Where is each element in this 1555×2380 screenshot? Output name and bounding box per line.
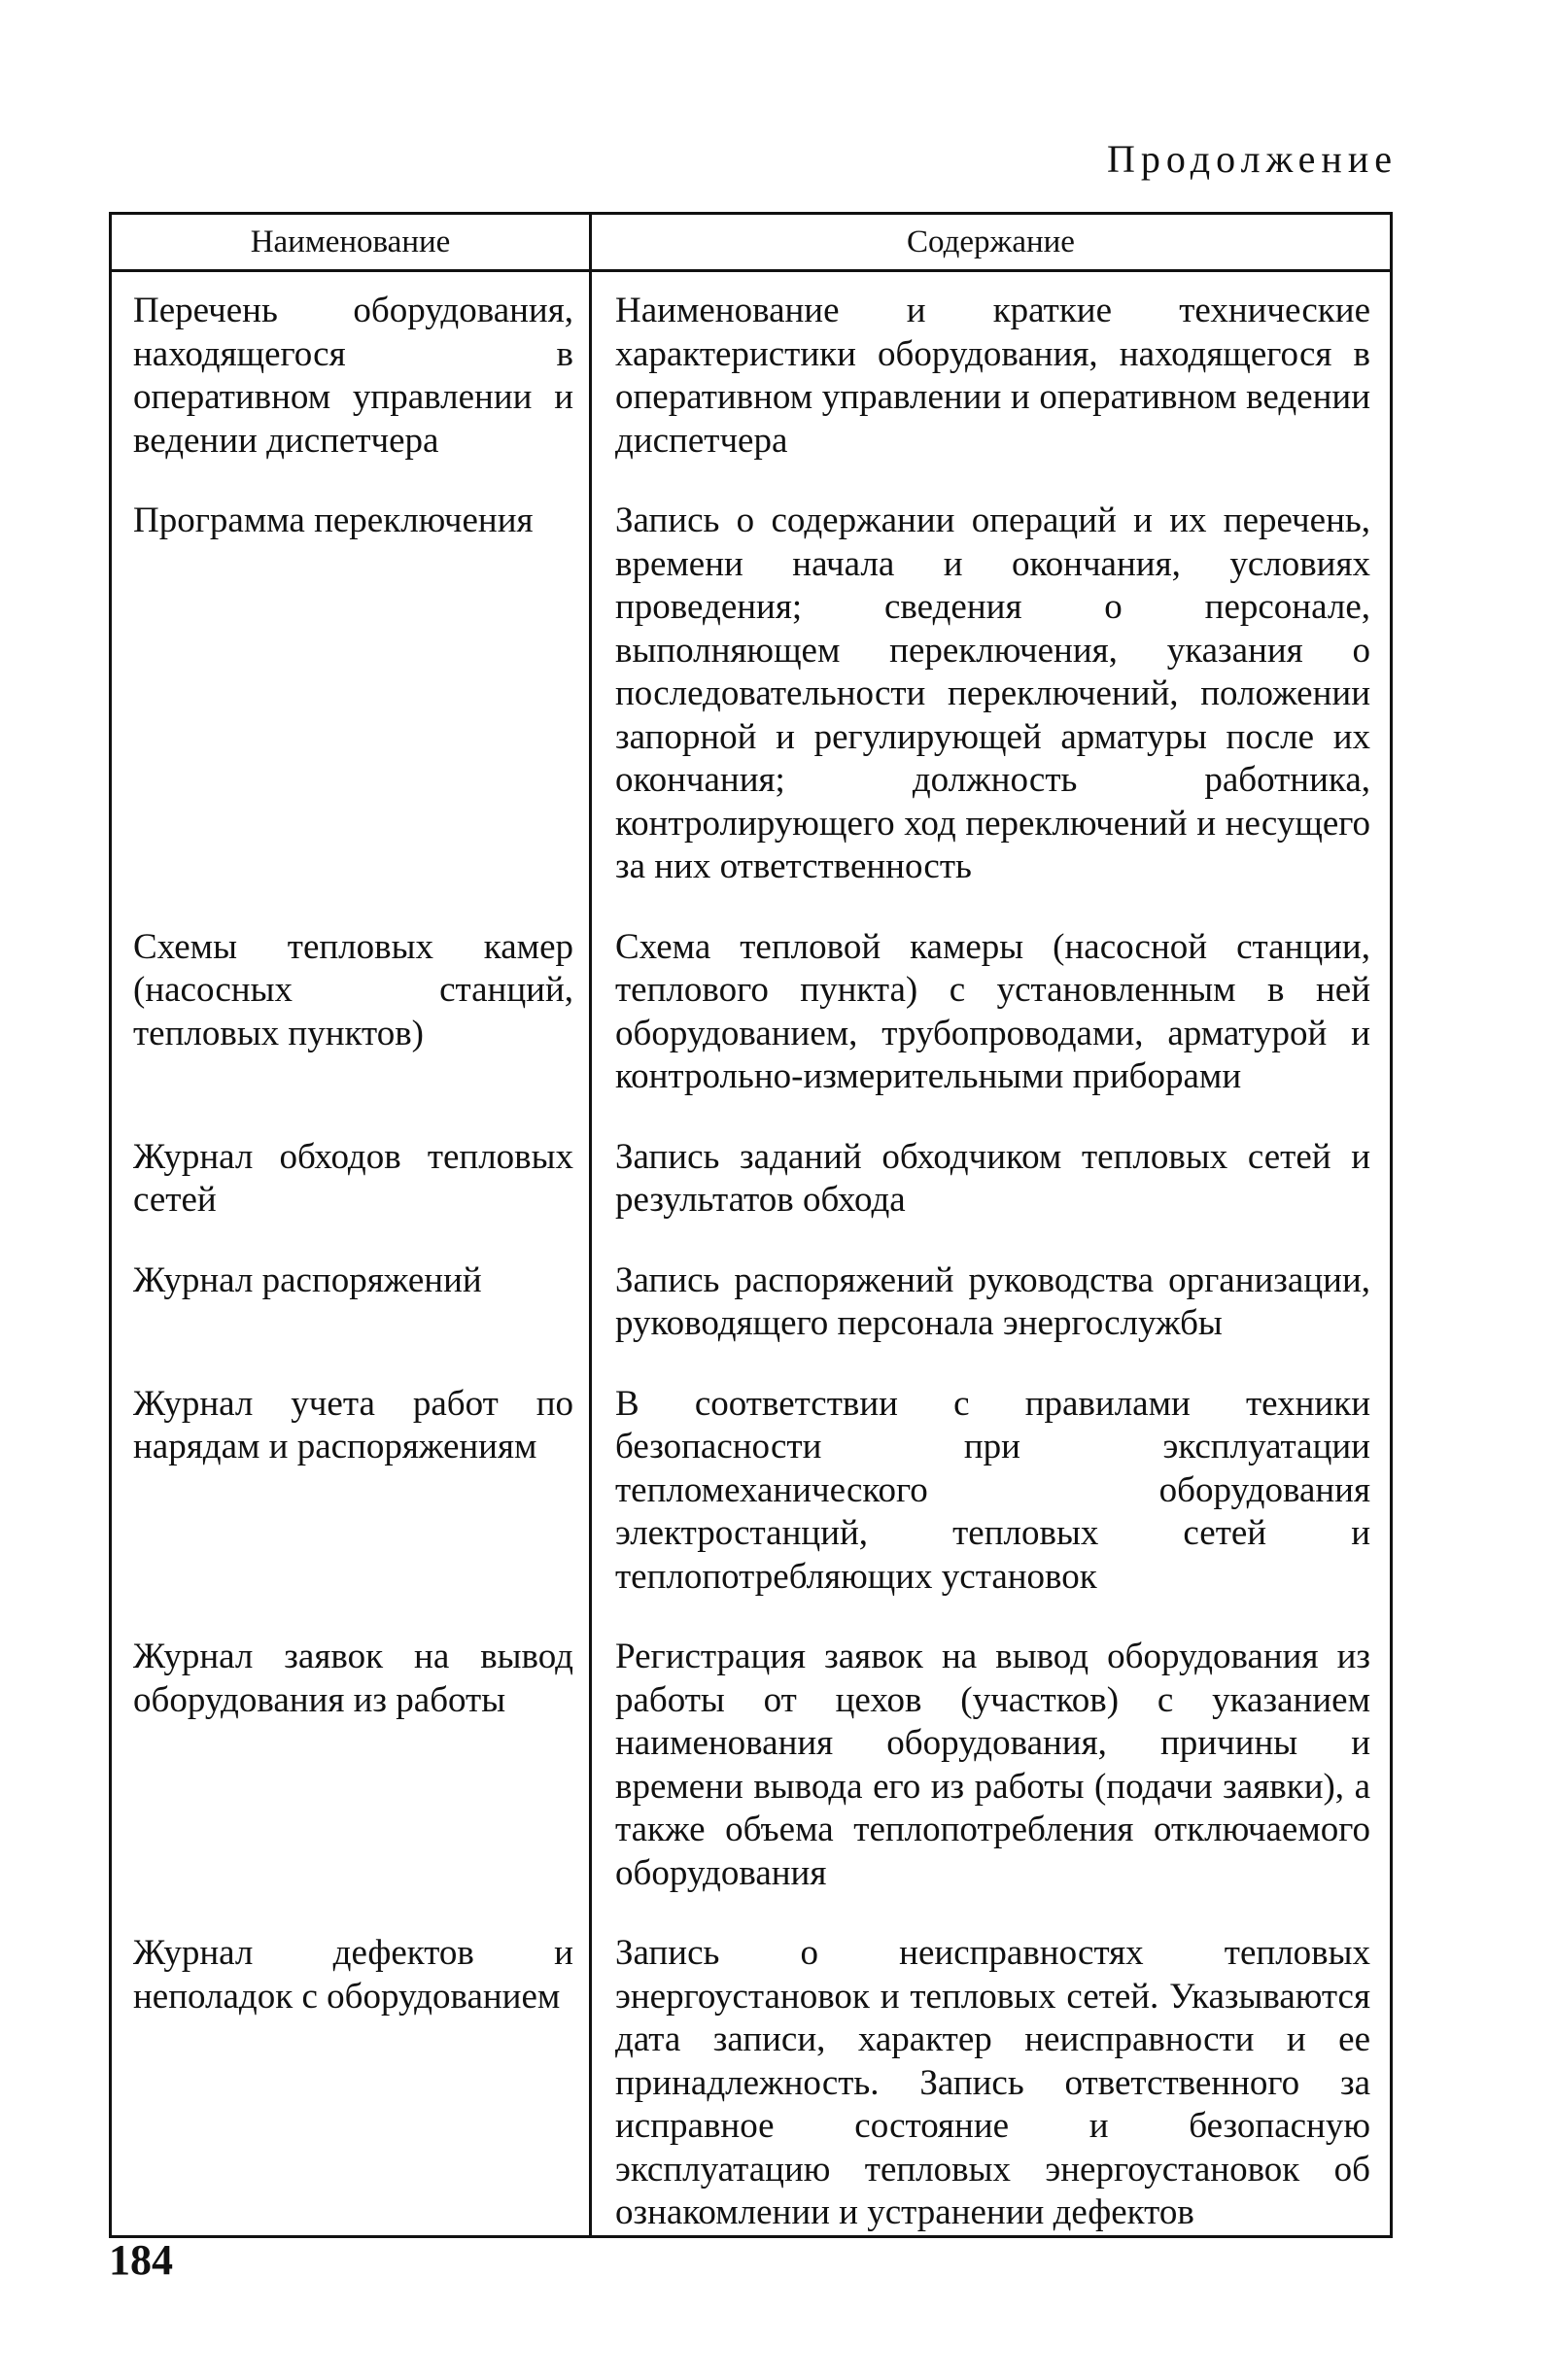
page-number: 184 [109,2236,173,2284]
table-row [111,1136,1392,1223]
table-row [111,1932,1392,2235]
row-name-cell: Журнал дефектов и неполадок с оборудованием [111,1932,591,2235]
row-name-cell: Журнал заявок на вывод оборудования из работы [111,1636,591,1895]
row-content-cell: Запись заданий обходчиком тепловых сетей и результатов обхода [615,1136,1370,1220]
table-row [111,1636,1392,1895]
row-name-cell: Перечень оборудования, находящегося в оперативном управлении и ведении диспетчера [111,290,591,463]
row-name-cell: Журнал учета работ по нарядам и распоряжениям [111,1383,591,1600]
column-header-name: Наименование [111,214,591,271]
row-name-cell: Журнал обходов тепловых сетей [111,1136,591,1223]
row-content-cell: Схема тепловой камеры (насосной станции, теплового пункта) с установленным в ней оборудованием, трубопроводами, арматурой и контрольно-измерительными приборами [615,926,1370,1096]
row-content-cell: В соответствии с правилами техники безопасности при эксплуатации тепломеханического оборудования электростанций, тепловых сетей и теплопотребляющих установок [615,1383,1370,1597]
row-content-cell: Наименование и краткие технические характеристики оборудования, находящегося в оперативном управлении и оперативном ведении диспетчера [615,291,1370,461]
table-header-row [111,214,1392,271]
column-header-content: Содержание [591,214,1392,271]
row-content-cell: Запись распоряжений руководства организации, руководящего персонала энергослужбы [615,1259,1370,1343]
table-row [111,926,1392,1099]
continuation-label: Продолжение [1107,137,1398,181]
row-name-cell: Схемы тепловых камер (насосных станций, тепловых пунктов) [111,926,591,1099]
row-content-cell: Регистрация заявок на вывод оборудования из работы от цехов (участков) с указанием наименования оборудования, причины и времени вывода его из работы (подачи заявки), а также объема теплопотребления отключаемого оборудования [615,1637,1370,1893]
table-row [111,500,1392,889]
table-row [111,1383,1392,1600]
table-row [111,290,1392,463]
row-content-cell: Запись о неисправностях тепловых энергоустановок и тепловых сетей. Указываются дата записи, характер неисправности и ее принадлежность. Запись ответственного за исправное состояние и безопасную эксплуатацию тепловых энергоустановок об ознакомлении и устранении дефектов [615,1933,1370,2232]
row-name-cell: Программа переключения [111,500,591,889]
row-content-cell: Запись о содержании операций и их перечень, времени начала и окончания, условиях проведения; сведения о персонале, выполняющем переключения, указания о последовательности переключений, положении запорной и регулирующей арматуры после их окончания; должность работника, контролирующего ход переключений и несущего за них ответственность [615,500,1370,886]
table-row [111,1259,1392,1346]
documentation-table [109,212,1393,2238]
row-name-cell: Журнал распоряжений [111,1259,591,1346]
